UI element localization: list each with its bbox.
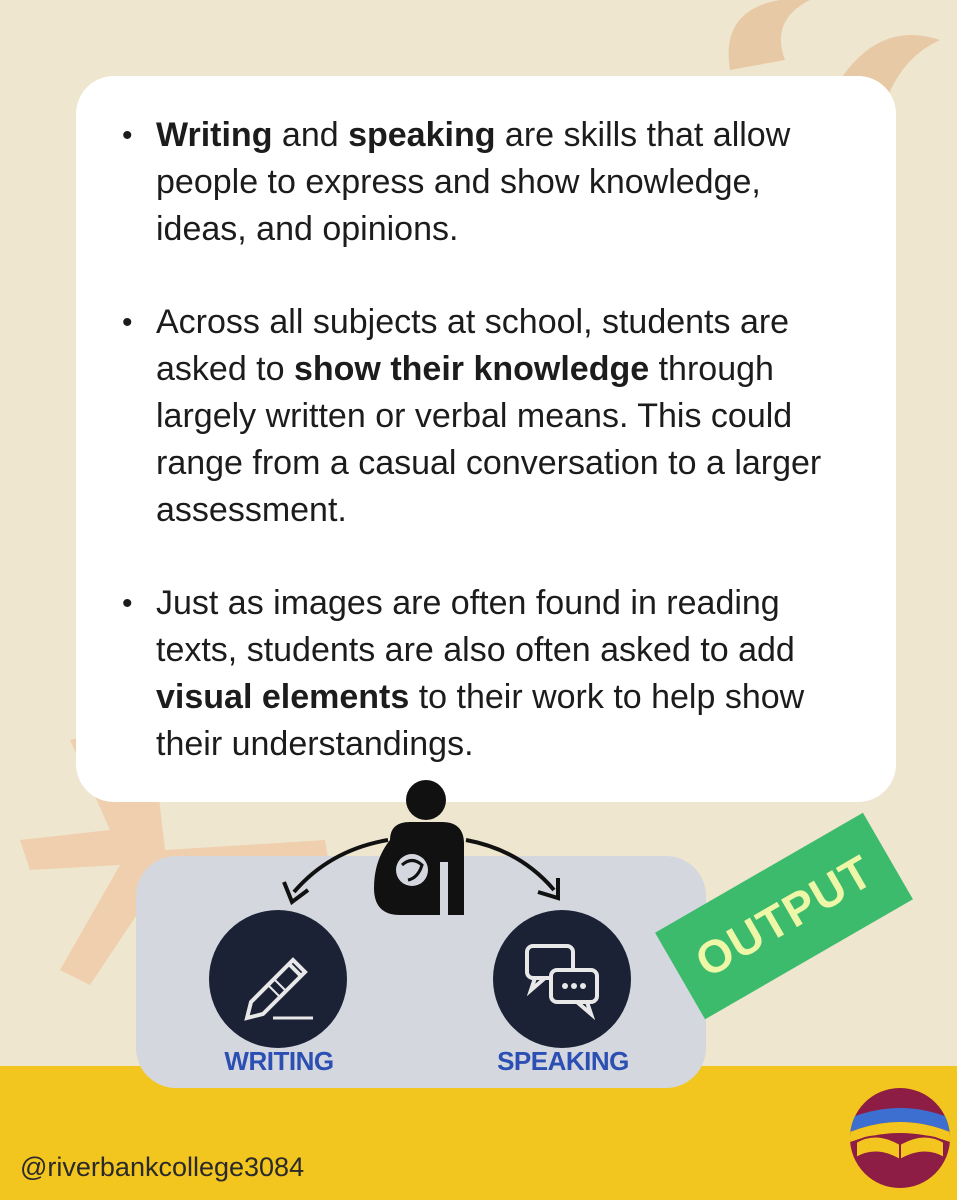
person-with-brain-icon xyxy=(270,770,590,930)
open-book-icon xyxy=(850,1088,950,1188)
output-badge: OUTPUT xyxy=(655,813,913,1020)
open-book-logo xyxy=(850,1088,950,1188)
speaking-icon-circle xyxy=(493,910,631,1048)
bullet-writing-speaking: • Writing and speaking are skills that allow people to express and show knowledge, ideas, and opinions. xyxy=(156,112,856,253)
info-card xyxy=(76,76,896,802)
bullet-list xyxy=(156,112,856,768)
bullet-visual-elements: • Just as images are often found in reading texts, students are also often asked to add visual elements to their work to help show their understandings. xyxy=(156,580,856,768)
bullet-show-knowledge: • Across all subjects at school, students are asked to show their knowledge through largely written or verbal means. This could range from a casual conversation to a larger assessment. xyxy=(156,299,856,534)
speaking-label: SPEAKING xyxy=(497,1046,629,1076)
speech-bubbles-icon xyxy=(517,934,607,1024)
writing-label: WRITING xyxy=(224,1046,334,1076)
pencil-icon xyxy=(233,934,323,1024)
writing-icon-circle xyxy=(209,910,347,1048)
footer-handle: @riverbankcollege3084 xyxy=(20,1152,305,1182)
